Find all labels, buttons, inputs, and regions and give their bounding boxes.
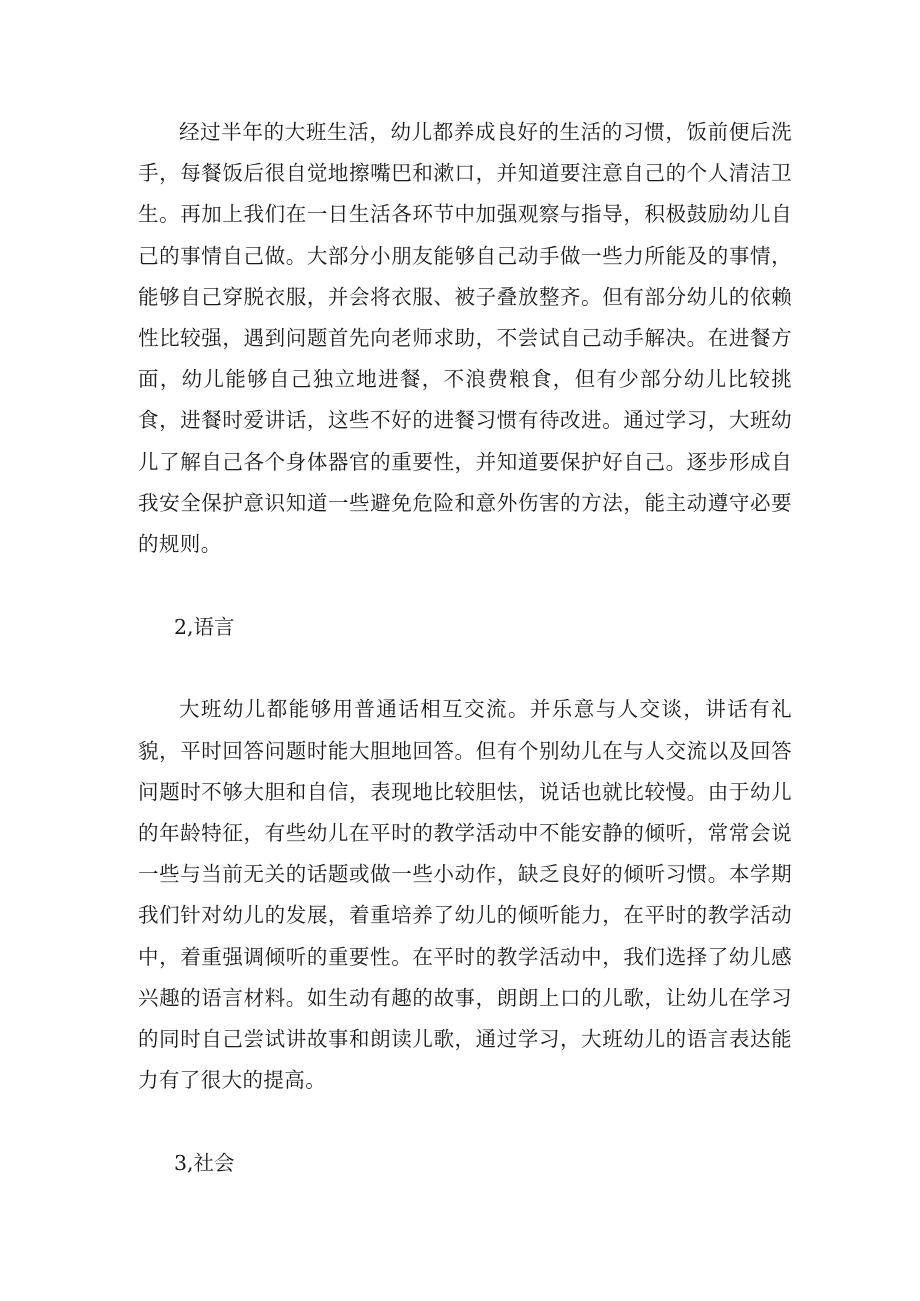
- section-heading-social: 3,社会: [174, 1151, 235, 1176]
- paragraph-language: 大班幼儿都能够用普通话相互交流。并乐意与人交谈，讲话有礼貌，平时回答问题时能大胆地回答。但有个别幼儿在与人交流以及回答问题时不够大胆和自信，表现地比较胆怯，说话也就比较慢。由于幼儿的年龄特征，有些幼儿在平时的教学活动中不能安静的倾听，常常会说一些与当前无关的话题或做一些小动作，缺乏良好的倾听习惯。本学期我们针对幼儿的发展，着重培养了幼儿的倾听能力，在平时的教学活动中，着重强调倾听的重要性。在平时的教学活动中，我们选择了幼儿感兴趣的语言材料。如生动有趣的故事，朗朗上口的儿歌，让幼儿在学习的同时自己尝试讲故事和朗读儿歌，通过学习，大班幼儿的语言表达能力有了很大的提高。: [138, 697, 792, 1093]
- paragraph-life-habits: 经过半年的大班生活，幼儿都养成良好的生活的习惯，饭前便后洗手，每餐饭后很自觉地擦嘴巴和漱口，并知道要注意自己的个人清洁卫生。再加上我们在一日生活各环节中加强观察与指导，积极鼓励幼儿自己的事情自己做。大部分小朋友能够自己动手做一些力所能及的事情，能够自己穿脱衣服，并会将衣服、被子叠放整齐。但有部分幼儿的依赖性比较强，遇到问题首先向老师求助，不尝试自己动手解决。在进餐方面，幼儿能够自己独立地进餐，不浪费粮食，但有少部分幼儿比较挑食，进餐时爱讲话，这些不好的进餐习惯有待改进。通过学习，大班幼儿了解自己各个身体器官的重要性，并知道要保护好自己。逐步形成自我安全保护意识知道一些避免危险和意外伤害的方法，能主动遵守必要的规则。: [138, 120, 792, 557]
- document-page: [138, 112, 792, 1185]
- section-heading-language: 2,语言: [174, 615, 235, 640]
